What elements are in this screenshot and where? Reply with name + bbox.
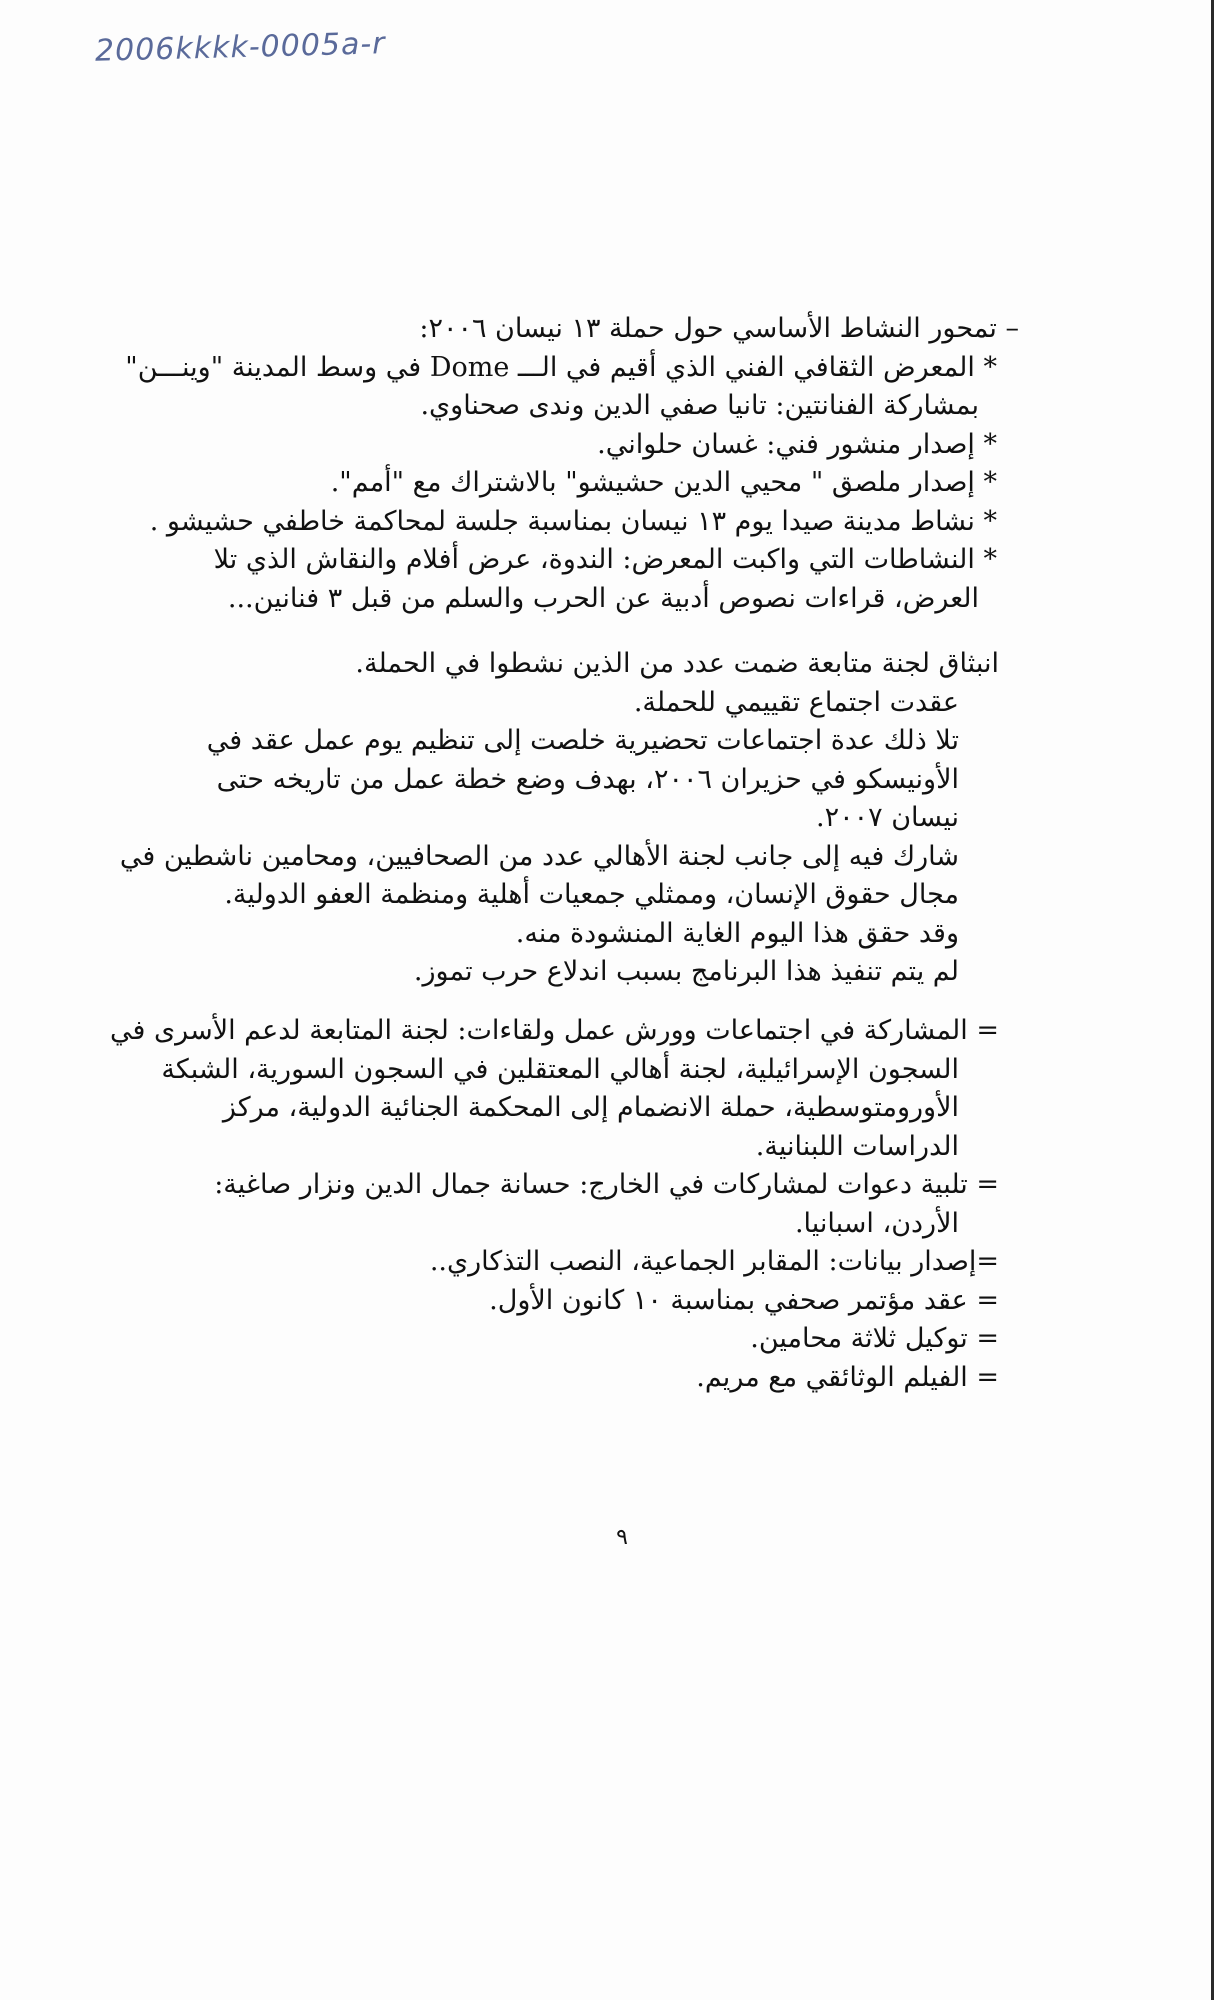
paragraph-line: الأونيسكو في حزيران ٢٠٠٦، بهدف وضع خطة عمل من تاريخه حتى (216, 763, 959, 795)
section-campaign-activities (125, 310, 1019, 618)
paragraph-line: شارك فيه إلى جانب لجنة الأهالي عدد من الصحافيين، ومحامين ناشطين في (119, 840, 959, 872)
list-item-continuation: بمشاركة الفنانتين: تانيا صفي الدين وندى صحناوي. (420, 390, 979, 421)
paragraph-line: تلا ذلك عدة اجتماعات تحضيرية خلصت إلى تنظيم يوم عمل عقد في (206, 725, 959, 756)
paragraph-line: انبثاق لجنة متابعة ضمت عدد من الذين نشطوا في الحملة. (355, 648, 999, 679)
page-number: ٩ (616, 1525, 628, 1550)
list-item-continuation: السجون الإسرائيلية، لجنة أهالي المعتقلين في السجون السورية، الشبكة (161, 1053, 959, 1085)
paragraph-line: وقد حقق هذا اليوم الغاية المنشودة منه. (515, 917, 959, 949)
section-other-activities (110, 1012, 999, 1397)
paragraph-line: لم يتم تنفيذ هذا البرنامج بسبب اندلاع حرب تموز. (413, 956, 959, 987)
list-item: * إصدار منشور فني: غسان حلواني. (597, 428, 997, 460)
list-item: = توكيل ثلاثة محامين. (750, 1323, 999, 1354)
list-item: * إصدار ملصق " محيي الدين حشيشو" بالاشتراك مع "أمم". (330, 467, 997, 498)
handwritten-reference-number: 2006kkkk-0005a-r (94, 26, 386, 69)
section-follow-up-committee (119, 645, 999, 992)
list-item: = عقد مؤتمر صحفي بمناسبة ١٠ كانون الأول. (489, 1284, 999, 1316)
list-item-continuation: الأورومتوسطية، حملة الانضمام إلى المحكمة الجنائية الدولية، مركز (222, 1092, 959, 1123)
paragraph-line: عقدت اجتماع تقييمي للحملة. (633, 686, 959, 718)
list-item: * النشاطات التي واكبت المعرض: الندوة، عرض أفلام والنقاش الذي تلا (213, 544, 997, 575)
list-item: = تلبية دعوات لمشاركات في الخارج: حسانة جمال الدين ونزار صاغية: (214, 1169, 999, 1200)
list-item: * المعرض الثقافي الفني الذي أقيم في الـــ Dome في وسط المدينة "وينـــن" (125, 351, 997, 383)
list-item: * نشاط مدينة صيدا يوم ١٣ نيسان بمناسبة جلسة لمحاكمة خاطفي حشيشو . (149, 505, 997, 537)
list-item-continuation: الدراسات اللبنانية. (755, 1130, 959, 1162)
list-item-continuation: الأردن، اسبانيا. (794, 1207, 959, 1239)
list-item-continuation: العرض، قراءات نصوص أدبية عن الحرب والسلم من قبل ٣ فنانين... (227, 582, 979, 614)
list-item: =إصدار بيانات: المقابر الجماعية، النصب التذكاري.. (429, 1246, 999, 1277)
list-item: = الفيلم الوثائقي مع مريم. (696, 1361, 999, 1393)
section1-heading: – تمحور النشاط الأساسي حول حملة ١٣ نيسان ٢٠٠٦: (419, 313, 1019, 344)
paragraph-line: مجال حقوق الإنسان، وممثلي جمعيات أهلية ومنظمة العفو الدولية. (224, 879, 959, 910)
list-item: = المشاركة في اجتماعات وورش عمل ولقاءات: لجنة المتابعة لدعم الأسرى في (110, 1015, 999, 1046)
paragraph-line: نيسان ٢٠٠٧. (816, 802, 959, 833)
